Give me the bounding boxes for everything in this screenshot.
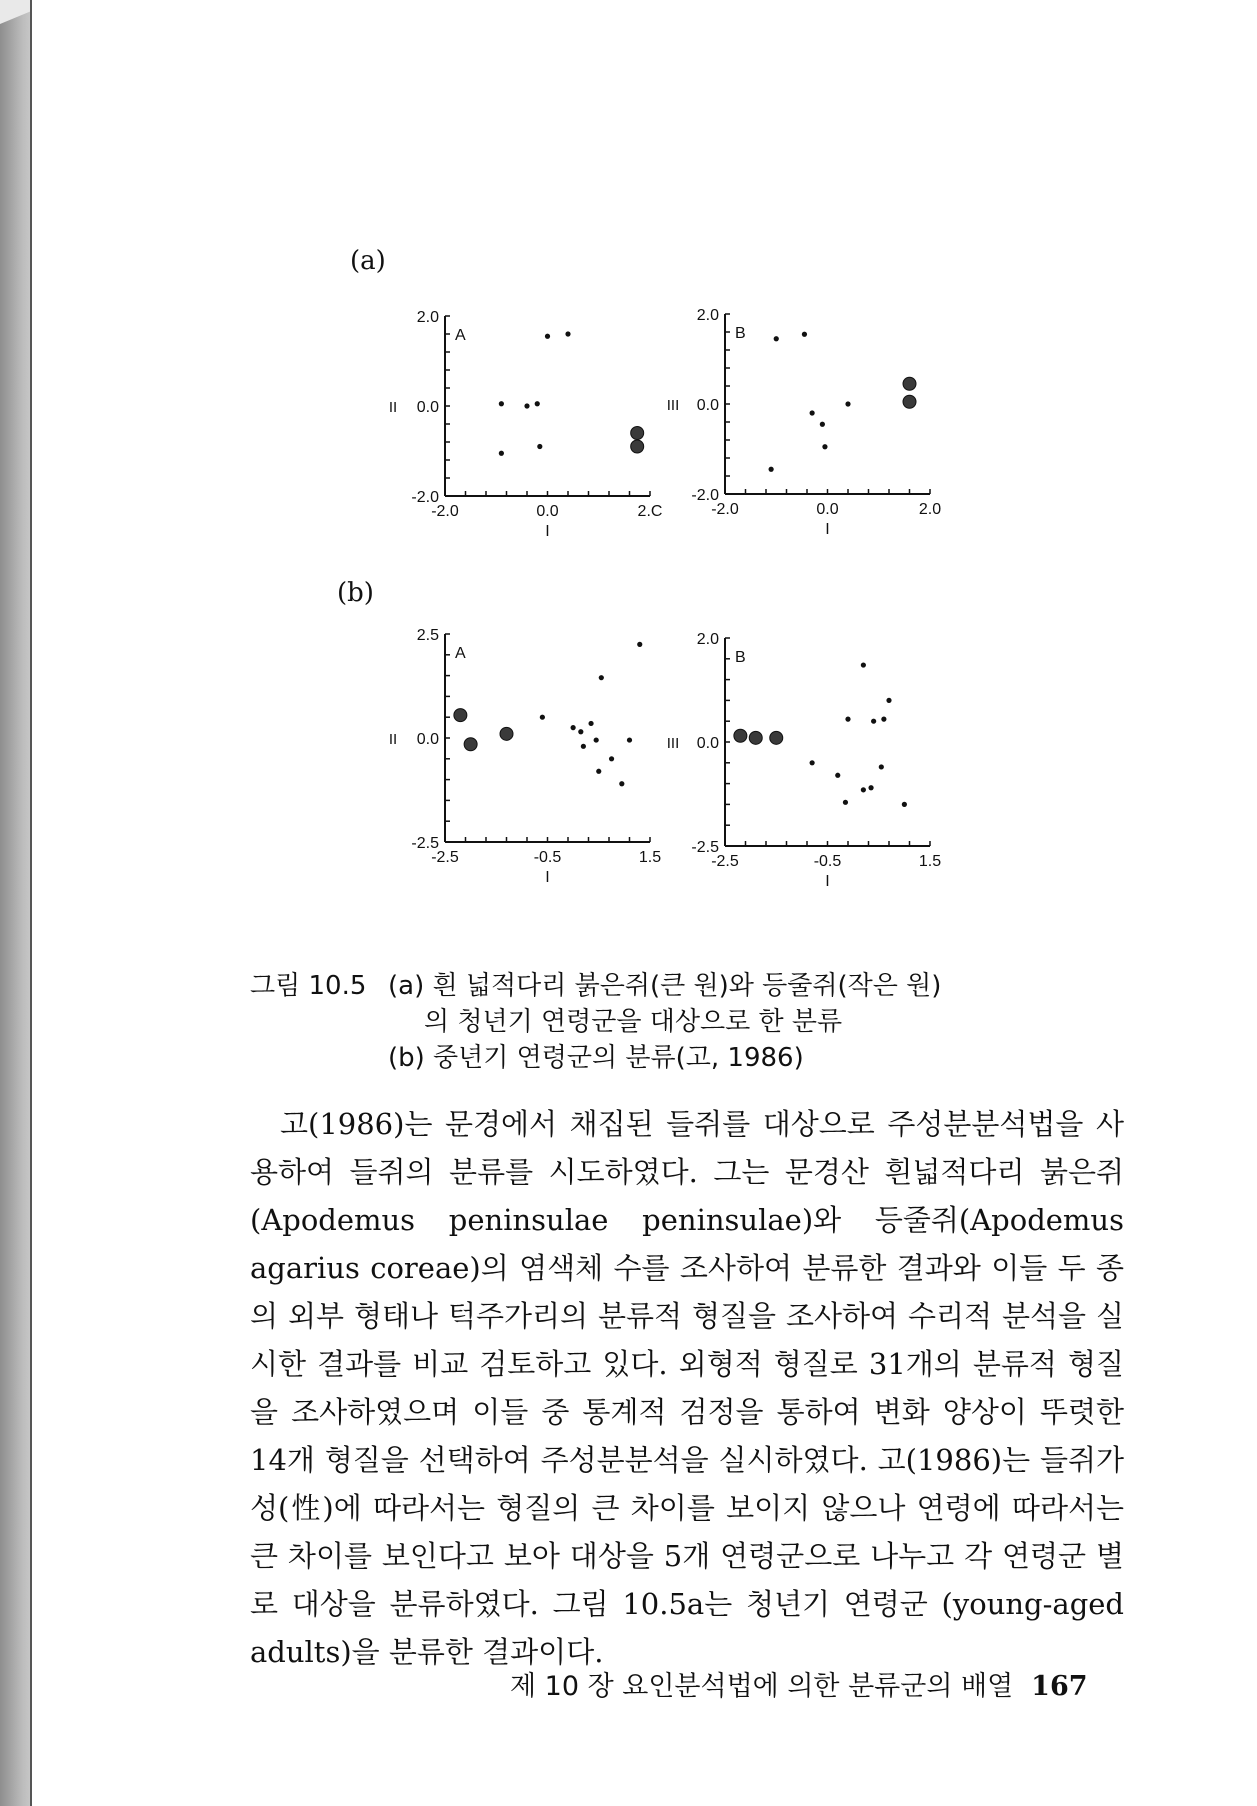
caption-line-2: 의 청년기 연령군을 대상으로 한 분류 [424,1007,843,1037]
large-circle-point [734,729,747,742]
chapter-title: 제 10 장 요인분석법에 의한 분류군의 배열 [510,1671,1014,1702]
small-circle-point [545,334,550,339]
small-circle-point [861,662,866,667]
small-circle-point [861,787,866,792]
y-axis-label: II [388,731,398,748]
x-tick-label: -2.0 [711,501,739,518]
x-tick-label: -2.5 [431,849,459,866]
panel-a-label: (a) [350,246,386,276]
x-tick-label: 2.0 [918,501,942,518]
x-tick-label: -0.5 [533,849,562,866]
figure-number: 그림 10.5 [250,971,367,1001]
small-circle-point [588,721,593,726]
large-circle-point [500,727,513,740]
plot-title: A [455,327,466,344]
y-tick-label: 0.0 [416,731,439,748]
x-tick-label: -0.5 [813,853,842,870]
scatter-plot-b-A [380,618,680,896]
small-circle-point [578,729,583,734]
x-tick-label: -2.5 [711,853,739,870]
y-tick-label: 0.0 [696,735,719,752]
small-circle-point [599,675,604,680]
small-circle-point [535,401,540,406]
large-circle-point [631,427,644,440]
y-tick-label: -2.0 [691,487,719,504]
small-circle-point [879,764,884,769]
small-circle-point [637,642,642,647]
small-circle-point [810,410,815,415]
small-circle-point [845,717,850,722]
y-tick-label: 0.0 [696,397,719,414]
small-circle-point [868,785,873,790]
small-circle-point [843,800,848,805]
x-axis-label: I [545,523,550,540]
body-paragraph: 고(1986)는 문경에서 채집된 들쥐를 대상으로 주성분분석법을 사용하여 들쥐의 분류를 시도하였다. 그는 문경산 흰넓적다리 붉은쥐 (Apodemus peninsulae peninsulae)와 등줄쥐(Apodemus agarius coreae)의 염색체 수를 조사하여 분류한 결과와 이들 두 종의 외부 형태나 턱주가리의 분류적 형질을 조사하여 수리적 분석을 실시한 결과를 비교 검토하고 있다. 외형적 형질로 31개의 분류적 형질을 조사하였으며 이들 중 통계적 검정을 통하여 변화 양상이 뚜렷한 14개 형질을 선택하여 주성분분석을 실시하였다. 고(1986)는 들쥐가 성(性)에 따라서는 형질의 큰 차이를 보이지 않으나 연령에 따라서는 큰 차이를 보인다고 보아 대상을 5개 연령군으로 나누고 각 연령군 별로 대상을 분류하였다. 그림 10.5a는 청년기 연령군 (young-aged adults)을 분류한 결과이다. [250,1107,1124,1669]
small-circle-point [619,781,624,786]
panel-b-label: (b) [337,578,374,608]
x-axis-label: I [825,873,830,890]
x-tick-label: 0.0 [536,503,559,520]
small-circle-point [565,331,570,336]
small-circle-point [802,332,807,337]
large-circle-point [903,377,916,390]
x-tick-label: 0.0 [816,501,839,518]
y-tick-label: -2.5 [411,835,439,852]
large-circle-point [770,731,783,744]
y-axis-label: III [666,735,680,752]
small-circle-point [902,802,907,807]
large-circle-point [749,731,762,744]
large-circle-point [464,738,477,751]
page-footer [510,1664,1088,1703]
x-axis-label: I [825,521,830,538]
small-circle-point [571,725,576,730]
small-circle-point [594,737,599,742]
y-axis-label: II [388,399,398,416]
small-circle-point [581,744,586,749]
plot-title: B [735,649,746,666]
scatter-plot-a-A [380,300,680,550]
x-tick-label: 1.5 [638,849,662,866]
small-circle-point [810,760,815,765]
scatter-plot-b-B [660,622,960,900]
body-text [250,1100,1124,1676]
small-circle-point [499,401,504,406]
small-circle-point [822,444,827,449]
plot-title: A [455,645,466,662]
small-circle-point [774,336,779,341]
small-circle-point [627,737,632,742]
y-tick-label: -2.0 [411,489,439,506]
small-circle-point [845,401,850,406]
plot-title: B [735,325,746,342]
y-tick-label: 2.5 [416,627,439,644]
small-circle-point [835,773,840,778]
figure-caption [250,968,1150,1076]
small-circle-point [540,715,545,720]
y-tick-label: 2.0 [696,307,719,324]
small-circle-point [609,756,614,761]
large-circle-point [903,395,916,408]
large-circle-point [454,709,467,722]
large-circle-point [631,440,644,453]
x-tick-label: 2.C [637,503,663,520]
y-tick-label: 2.0 [696,631,719,648]
x-axis-label: I [545,869,550,886]
small-circle-point [871,719,876,724]
x-tick-label: -2.0 [431,503,459,520]
small-circle-point [596,769,601,774]
small-circle-point [769,467,774,472]
page-number: 167 [1031,1671,1088,1702]
small-circle-point [881,717,886,722]
small-circle-point [537,444,542,449]
small-circle-point [886,698,891,703]
y-tick-label: 2.0 [416,309,439,326]
small-circle-point [820,422,825,427]
small-circle-point [524,403,529,408]
x-tick-label: 1.5 [918,853,942,870]
caption-line-1: (a) 흰 넓적다리 붉은쥐(큰 원)와 등줄쥐(작은 원) [388,971,942,1001]
y-tick-label: 0.0 [416,399,439,416]
caption-line-3: (b) 중년기 연령군의 분류(고, 1986) [388,1043,804,1073]
y-axis-label: III [666,397,680,414]
y-tick-label: -2.5 [691,839,719,856]
small-circle-point [499,451,504,456]
scatter-plot-a-B [660,298,960,548]
